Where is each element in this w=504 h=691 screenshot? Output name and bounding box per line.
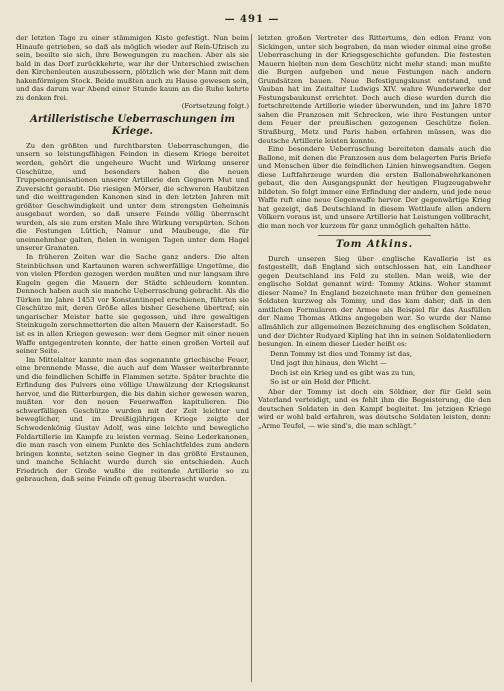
poem-line: So ist er ein Held der Pflicht. [270,378,372,387]
left-column [16,34,249,684]
article-heading-tom-atkins: Tom Atkins. [335,238,414,250]
continued-note: (Fortsetzung folgt.) [181,102,249,111]
story-continuation: der letzten Tage zu einer stämmigen Kiste gefestigt. Nun beim Hinaufe getrieben, so daß als möglich wieder auf Rein-Ufzisch zu sein, beeilte sie sich, ihre Bewegungen zu machen. Aber als sie bald in das Dorf zurückkehrte, war ihr der Unterschied zwischen den Kirchenleuten auszubessern, plötzlich wie der Mann mit dem hakenförmigen Stock. Beide mußten auch zu Hause gewesen sein, und das darum war Abend einer Stunde kaum an die Ruhe kehrte zu denken frei. [16,34,249,102]
column-divider [251,34,252,682]
article-paragraph: Im Mittelalter kannte man das sogenannte griechische Feuer, eine brennende Masse, die auch auf dem Wasser weiterbrannte und die feindlichen Schiffe in Flammen setzte. Später brachte die Erfindung des Pulvers eine völlige Umwälzung der Kriegskunst hervor, und die Ritterburgen, die bis dahin sicher gewesen waren, mußten vor den neuen Feuerwaffen kapitulieren. Die schwerfälligen Geschütze wurden mit der Zeit leichter und beweglicher, und im Dreißigjährigen Kriege zeigte der Schwedenkönig Gustav Adolf, was eine leichte und bewegliche Feldartillerie im Kampfe zu leisten vermag. Seine Lederkanonen, die man rasch von einem Punkte des Schlachtfeldes zum andern bringen konnte, setzten seine Gegner in das größte Erstaunen, und manche Schlacht wurde durch sie entschieden. Auch Friedrich der Große wußte die reitende Artillerie so zu gebrauchen, daß seine Feinde oft genug überrascht wurden. [16,355,249,484]
section-separator [318,235,431,236]
poem-line: Denn Tommy ist dies und Tommy ist das, [270,349,412,358]
poem-line: Und jagt ihn hinaus, den Wicht — [270,359,387,368]
article-heading-artillery: Artilleristische Ueberraschungen im Kriege. [30,113,235,137]
article-paragraph: In früheren Zeiten war die Sache ganz anders. Die alten Steinbüchsen und Kartaunen waren schwerfällige Ungetüme, die von vielen Pferden gezogen werden mußten und nur langsam ihre Kugeln gegen die Mauern der Städte schleudern konnten. Dennoch haben auch sie manche Ueberraschung gebracht. Als die Türken im Jahre 1453 vor Konstantinopel erschienen, führten sie Geschütze mit, deren Größe alles bisher Gesehene übertraf; ein ungarischer Meister hatte sie gegossen, und ihre gewaltigen Steinkugeln zerschmetterten die alten Mauern der Kaiserstadt. So ist es in allen Kriegen gewesen: wer dem Gegner mit einer neuen Waffe entgegentreten konnte, der hatte einen großen Vorteil auf seiner Seite. [16,253,249,356]
article-paragraph: Zu den größten und furchtbarsten Ueberraschungen, die unsern so leistungsfähigen Feinden in diesem Kriege bereitet werden, gehört die ungeheure Wucht und Wirkung unserer Geschütze, und besonders haben die neuen Truppenorganisationen unserer Artillerie den Gegnern Mut und Zuversicht geraubt. Die riesigen Mörser, die schweren Haubitzen und die weittragenden Kanonen sind in den letzten Jahren mit größter Geschwindigkeit und unter dem strengsten Geheimnis ausgebaut worden, so daß unsere Feinde völlig überrascht wurden, als sie zum ersten Male ihre Wirkung verspürten. Schon die Festungen Lüttich, Namur und Maubeuge, die für uneinnehmbar galten, fielen in wenigen Tagen unter dem Hagel unserer Granaten. [16,141,249,253]
article-paragraph: Eine besondere Ueberraschung bereiteten damals auch die Ballone, mit denen die Franzosen aus dem belagerten Paris Briefe und Menschen über die feindlichen Linien hinwegsandten. Gegen diese Luftfahrzeuge wurden die ersten Ballonabwehrkanonen gebaut, die den Ausgangspunkt der heutigen Flugzeugabwehr bildeten. So folgt immer eine Erfindung der andern, und jede neue Waffe ruft eine neue Gegenwaffe hervor. Der gegenwärtige Krieg hat gezeigt, daß Deutschland in diesem Wettlaufe allen andern Völkern voraus ist, und unsere Artillerie hat Leistungen vollbracht, die man noch vor kurzem für ganz unmöglich gehalten hätte. [258,145,491,231]
article-paragraph: Durch unseren Sieg über englische Kavallerie ist es festgestellt, daß England sich entschlossen hat, ein Landheer gegen Deutschland ins Feld zu stellen. Man weiß, wie der englische Soldat genannt wird: Tommy Atkins. Woher stammt dieser Name? In England bezeichnete man früher den gemeinen Soldaten kurzweg als Tommy, und das kam daher, daß in den amtlichen Formularen der Armee als Beispiel für das Ausfüllen der Name Thomas Atkins angegeben war. So wurde der Name allmählich zur allgemeinen Bezeichnung des englischen Soldaten, und der Dichter Rudyard Kipling hat ihn in seinen Soldatenliedern besungen. In einem dieser Lieder heißt es: [258,254,491,349]
article-paragraph: letzten großen Vertreter des Rittertums, den edlen Franz von Sickingen, unter sich begraben, da man wieder einmal eine große Ueberraschung in der Kriegsgeschichte gefunden. Die festesten Mauern hielten nun dem Geschütz nicht mehr stand: man mußte die Burgen aufgeben und neue Festungen nach andern Grundsätzen bauen. Neue Befestigungskunst entstand, und Vauban hat im Zeitalter Ludwigs XIV. wahre Wunderwerke der Festungsbaukunst errichtet. Doch auch diese wurden durch die fortschreitende Artillerie wieder überwunden, und im Jahre 1870 sahen die Franzosen mit Schrecken, wie ihre Festungen unter dem Feuer der preußischen gezogenen Geschütze fielen. Straßburg, Metz und Paris haben erfahren müssen, was die deutsche Artillerie leisten konnte. [258,34,491,145]
poem-line: Doch ist ein Krieg und es gibt was zu tun, [270,368,416,377]
right-column [258,34,491,684]
article-paragraph: Aber der Tommy ist doch ein Söldner, der für Geld sein Vaterland verteidigt, und es fehlt ihm die Begeisterung, die den deutschen Soldaten in den Kampf begleitet. Im jetzigen Kriege wird er wohl bald erfahren, was deutsche Soldaten leisten, denn: „Arme Teufel, — wie sind's, die man schlägt.“ [258,387,491,430]
page-number: — 491 — [224,14,280,25]
